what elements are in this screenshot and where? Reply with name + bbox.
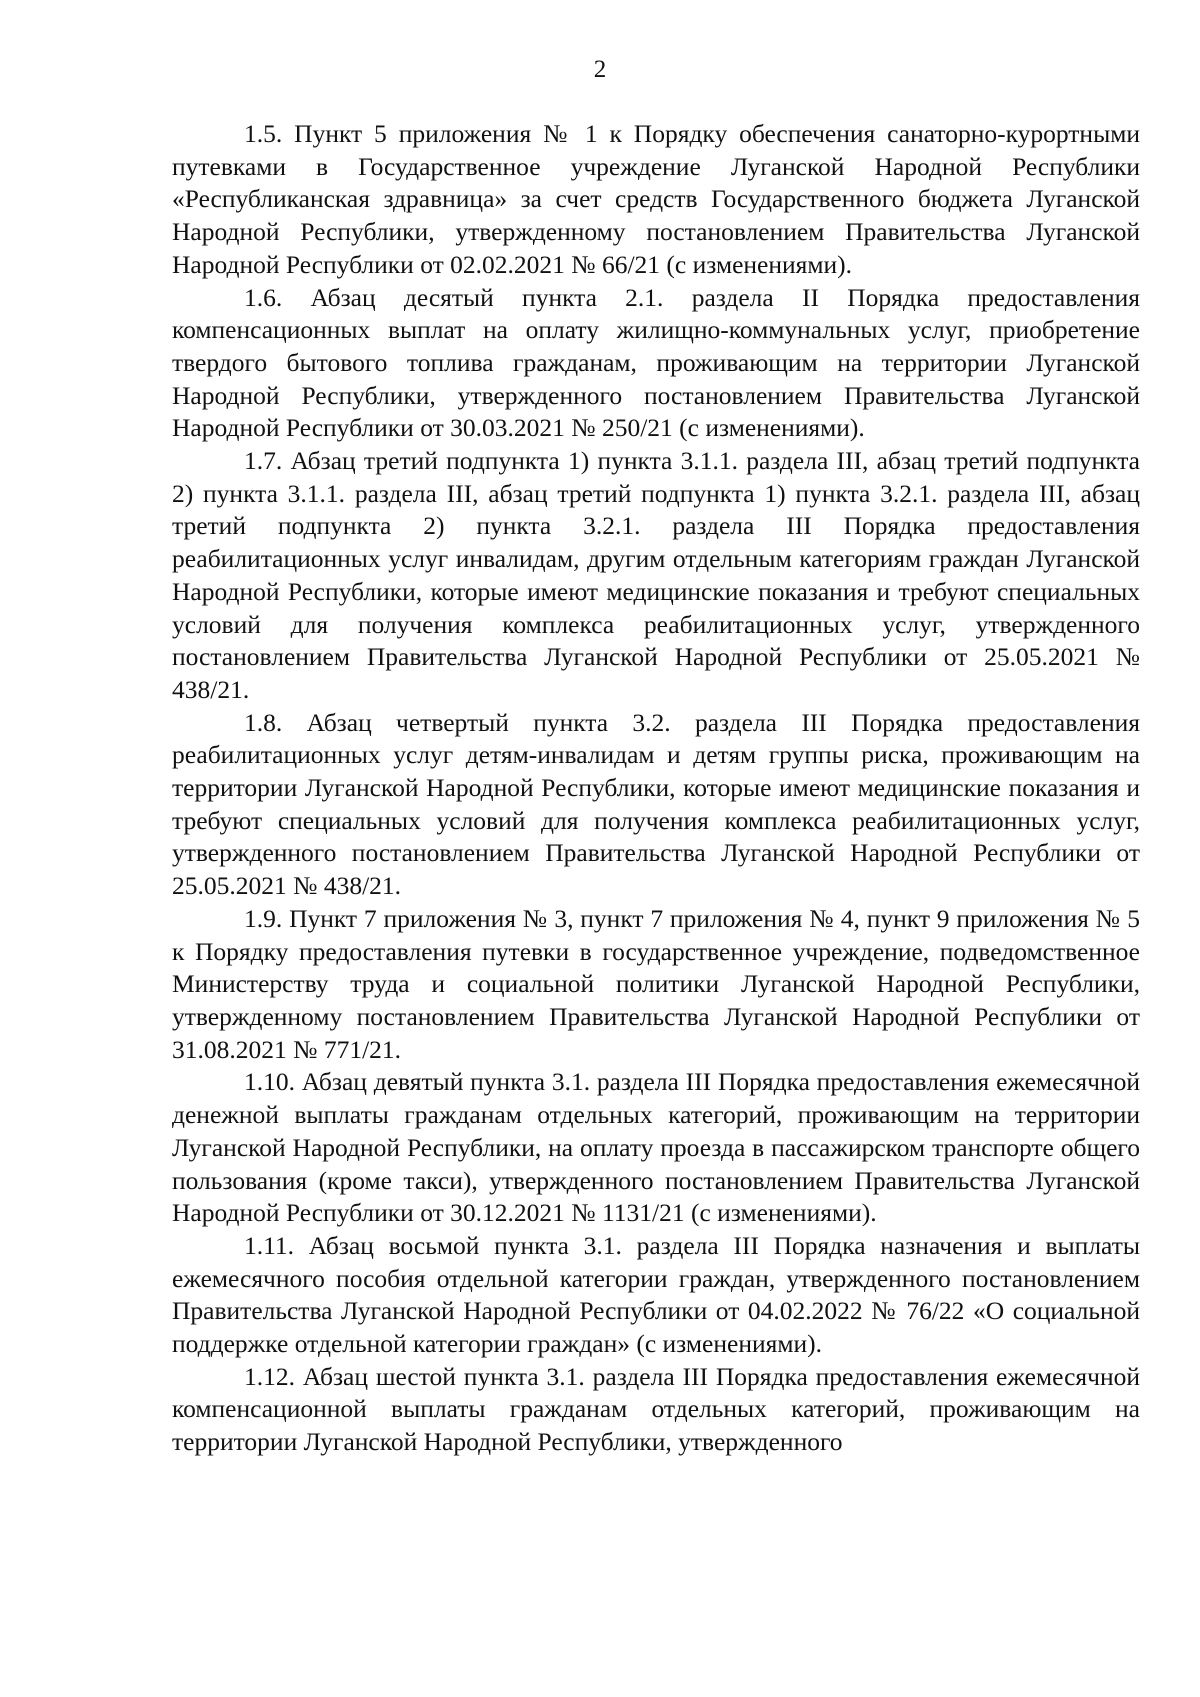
paragraph-1-9: 1.9. Пункт 7 приложения № 3, пункт 7 приложения № 4, пункт 9 приложения № 5 к Порядку предоставления путевки в государственное учреждение, подведомственное Министерству труда и социальной политики Луганской Народной Республики, утвержденному постановлением Правительства Луганской Народной Республики от 31.08.2021 № 771/21. [172,903,1140,1064]
paragraph-1-10: 1.10. Абзац девятый пункта 3.1. раздела III Порядка предоставления ежемесячной денежной выплаты гражданам отдельных категорий, проживающим на территории Луганской Народной Республики, на оплату проезда в пассажирском транспорте общего пользования (кроме такси), утвержденного постановлением Правительства Луганской Народной Республики от 30.12.2021 № 1131/21 (с изменениями). [172,1067,1140,1228]
paragraph-1-8: 1.8. Абзац четвертый пункта 3.2. раздела III Порядка предоставления реабилитационных услуг детям-инвалидам и детям группы риска, проживающим на территории Луганской Народной Республики, которые имеют медицинские показания и требуют специальных условий для получения комплекса реабилитационных услуг, утвержденного постановлением Правительства Луганской Народной Республики от 25.05.2021 № 438/21. [172,707,1140,901]
document-body [172,118,1140,1459]
paragraph-1-12: 1.12. Абзац шестой пункта 3.1. раздела III Порядка предоставления ежемесячной компенсационной выплаты гражданам отдельных категорий, проживающим на территории Луганской Народной Республики, утвержденного [172,1361,1140,1457]
paragraph-1-5: 1.5. Пункт 5 приложения № 1 к Порядку обеспечения санаторно-курортными путевками в Государственное учреждение Луганской Народной Республики «Республиканская здравница» за счет средств Государственного бюджета Луганской Народной Республики, утвержденному постановлением Правительства Луганской Народной Республики от 02.02.2021 № 66/21 (с изменениями). [172,119,1140,279]
page-number: 2 [593,56,607,83]
paragraph-1-11: 1.11. Абзац восьмой пункта 3.1. раздела III Порядка назначения и выплаты ежемесячного пособия отдельной категории граждан, утвержденного постановлением Правительства Луганской Народной Республики от 04.02.2022 № 76/22 «О социальной поддержке отдельной категории граждан» (с изменениями). [172,1230,1140,1359]
paragraph-1-7: 1.7. Абзац третий подпункта 1) пункта 3.1.1. раздела III, абзац третий подпункта 2) пункта 3.1.1. раздела III, абзац третий подпункта 1) пункта 3.2.1. раздела III, абзац третий подпункта 2) пункта 3.2.1. раздела III Порядка предоставления реабилитационных услуг инвалидам, другим отдельным категориям граждан Луганской Народной Республики, которые имеют медицинские показания и требуют специальных условий для получения комплекса реабилитационных услуг, утвержденного постановлением Правительства Луганской Народной Республики от 25.05.2021 № 438/21. [172,446,1140,704]
paragraph-1-6: 1.6. Абзац десятый пункта 2.1. раздела II Порядка предоставления компенсационных выплат на оплату жилищно-коммунальных услуг, приобретение твердого бытового топлива гражданам, проживающим на территории Луганской Народной Республики, утвержденного постановлением Правительства Луганской Народной Республики от 30.03.2021 № 250/21 (с изменениями). [172,282,1140,443]
